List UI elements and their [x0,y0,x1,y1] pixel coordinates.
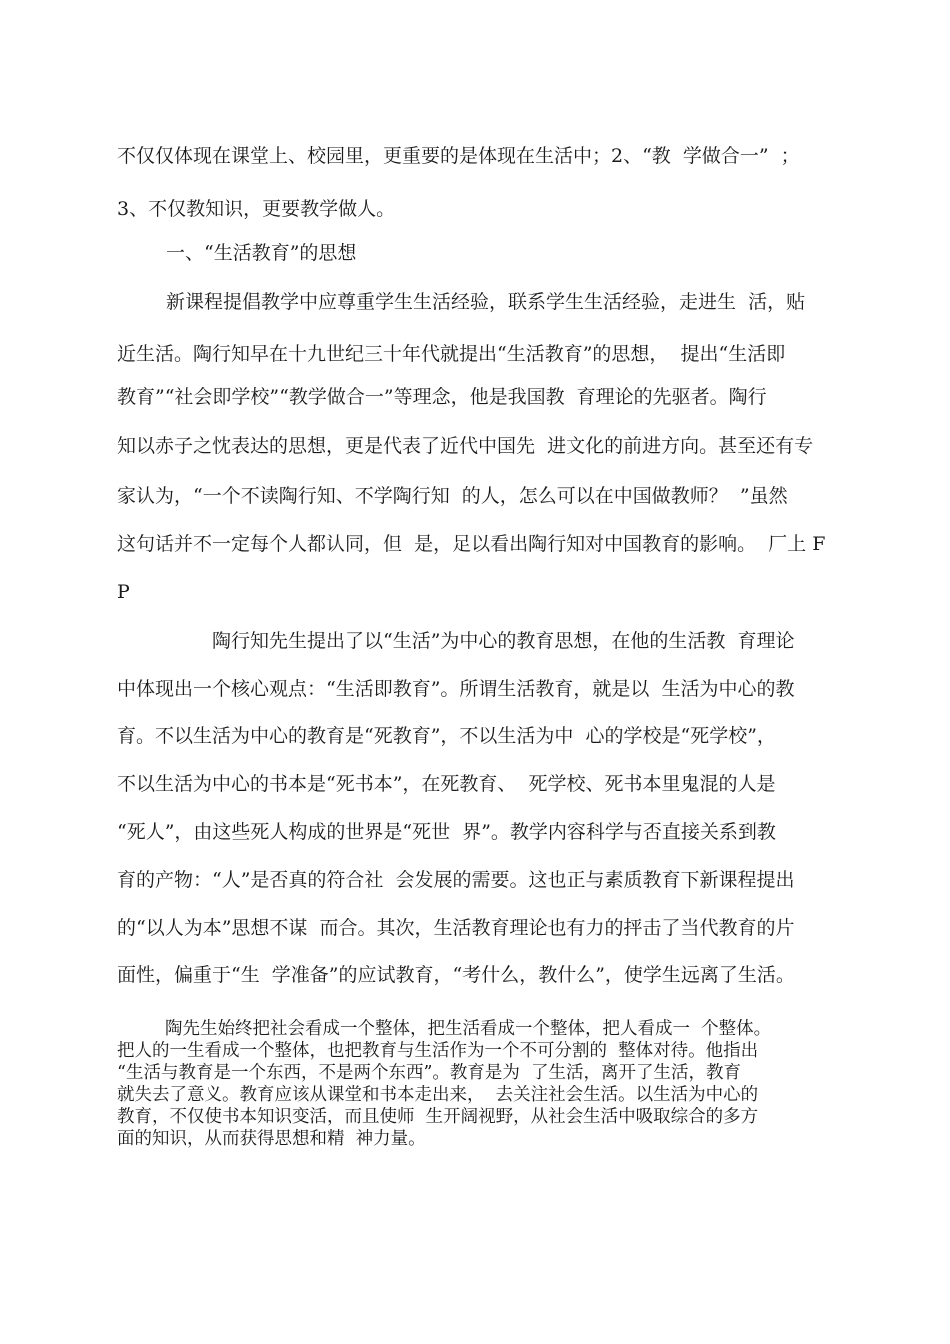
text-line: “生活与教育是一个东西，不是两个东西”。教育是为 了生活，离开了生活，教育 [117,1063,742,1083]
text-line: 家认为，“一个不读陶行知、不学陶行知 的人，怎么可以在中国做教师？ ”虽然 [117,485,788,507]
text-line: 近生活。陶行知早在十九世纪三十年代就提出“生活教育”的思想， 提出“生活即 [117,343,786,365]
text-line: 这句话并不一定每个人都认同，但 是，足以看出陶行知对中国教育的影响。 厂上 F [117,533,826,555]
text-line: 面的知识，从而获得思想和精 神力量。 [117,1129,426,1149]
text-line: 陶先生始终把社会看成一个整体，把生活看成一个整体，把人看成一 个整体。 [165,1019,772,1039]
text-line: 知以赤子之忱表达的思想，更是代表了近代中国先 进文化的前进方向。甚至还有专 [117,435,814,457]
text-line: 3、不仅教知识，更要教学做人。 [117,198,396,220]
text-line: 育的产物：“人”是否真的符合社 会发展的需要。这也正与素质教育下新课程提出 [117,869,795,891]
text-line: 教育”“社会即学校”“教学做合一”等理念，他是我国教 育理论的先驱者。陶行 [117,386,767,408]
text-line: 面性，偏重于“生 学准备”的应试教育，“考什么，教什么”，使学生远离了生活。 [117,964,795,986]
text-line: 新课程提倡教学中应尊重学生生活经验，联系学生生活经验，走进生 活，贴 [166,291,806,313]
text-line: 教育，不仅使书本知识变活，而且使师 生开阔视野，从社会生活中吸取综合的多方 [117,1107,759,1127]
text-line: 的“以人为本”思想不谋 而合。其次，生活教育理论也有力的抨击了当代教育的片 [117,917,795,939]
text-line: 就失去了意义。教育应该从课堂和书本走出来， 去关注社会生活。以生活为中心的 [117,1085,759,1105]
text-line: 陶行知先生提出了以“生活”为中心的教育思想，在他的生活教 育理论 [212,630,795,652]
text-line: 育。不以生活为中心的教育是“死教育”，不以生活为中 心的学校是“死学校”， [117,725,776,747]
text-line: P [117,581,130,603]
text-line: “死人”，由这些死人构成的世界是“死世 界”。教学内容科学与否直接关系到教 [117,821,776,843]
text-line: 中体现出一个核心观点：“生活即教育”。所谓生活教育，就是以 生活为中心的教 [117,678,795,700]
text-line: 不仅仅体现在课堂上、校园里，更重要的是体现在生活中；2、“教 学做合一” ； [117,145,800,167]
text-line: 不以生活为中心的书本是“死书本”，在死教育、 死学校、死书本里鬼混的人是 [117,773,776,795]
paragraph [117,1018,877,1150]
text-line: 把人的一生看成一个整体，也把教育与生活作为一个不可分割的 整体对待。他指出 [117,1041,759,1061]
section-heading: 一、“生活教育”的思想 [166,242,357,264]
